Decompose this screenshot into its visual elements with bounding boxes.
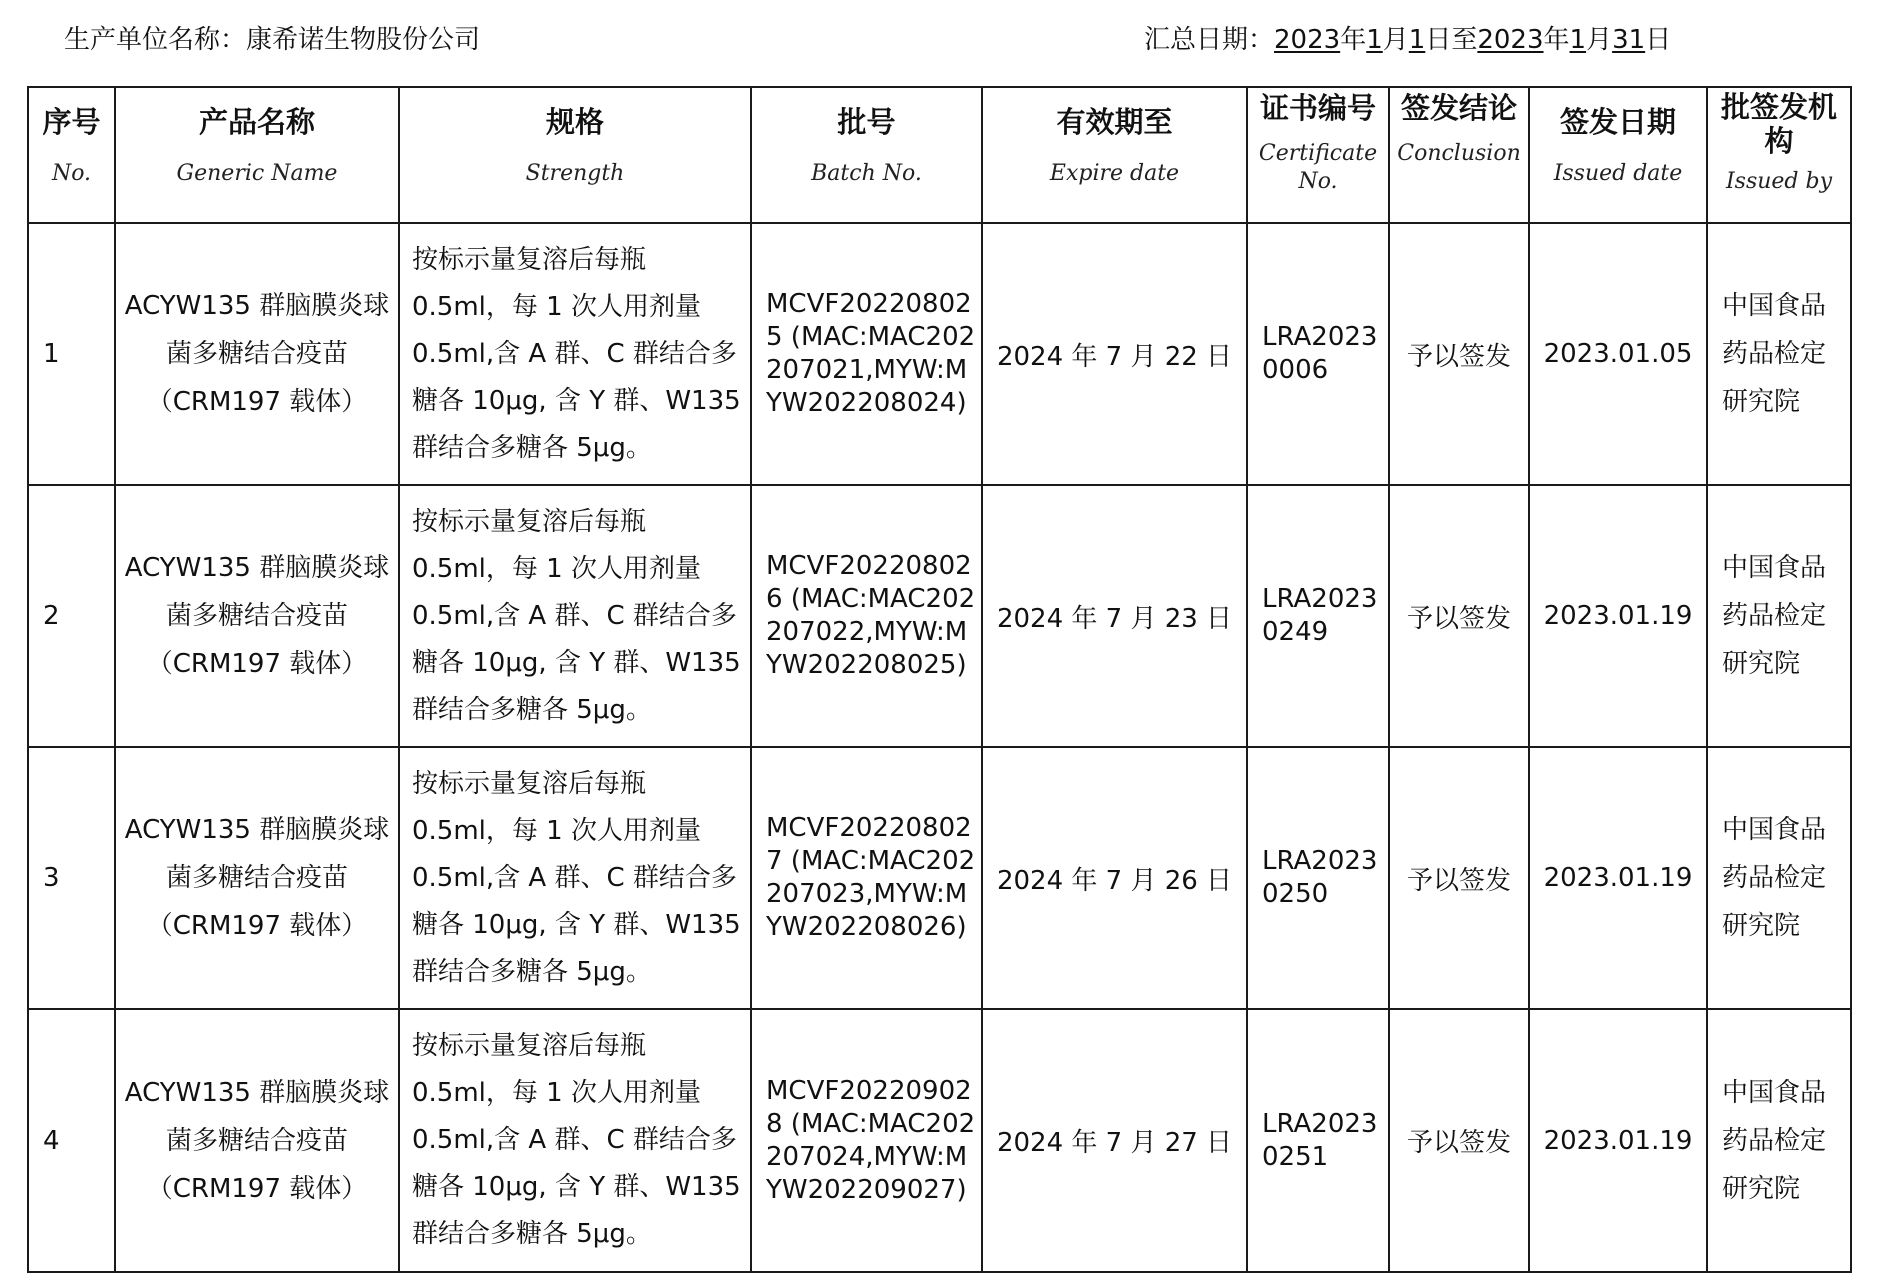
cell-strength: 按标示量复溶后每瓶 0.5ml，每 1 次人用剂量 0.5ml,含 A 群、C 群结合多糖各 10μg, 含 Y 群、W135 群结合多糖各 5μg。 — [399, 1009, 751, 1272]
header-row — [28, 87, 1851, 223]
cell-conclusion: 予以签发 — [1389, 1009, 1529, 1272]
cell-issued-by: 中国食品药品检定研究院 — [1707, 485, 1851, 747]
batch-release-table — [27, 86, 1852, 1273]
summary-date-line — [1144, 20, 1671, 60]
cell-product-name: ACYW135 群脑膜炎球菌多糖结合疫苗（CRM197 载体） — [115, 485, 399, 747]
cell-no: 1 — [28, 223, 115, 485]
cell-issued-date: 2023.01.19 — [1529, 1009, 1707, 1272]
col-header-expire — [982, 87, 1247, 223]
col-header-en: Issued by — [1725, 169, 1833, 194]
start-day: 1 — [1408, 25, 1426, 55]
col-header-issued-by — [1707, 87, 1851, 223]
col-header-en: Batch No. — [811, 161, 922, 186]
month-char: 月 — [1586, 25, 1613, 55]
col-header-en: Generic Name — [176, 161, 338, 186]
table-row — [28, 223, 1851, 485]
summary-date-label: 汇总日期： — [1144, 25, 1275, 55]
cell-issued-by: 中国食品药品检定研究院 — [1707, 747, 1851, 1009]
cell-conclusion: 予以签发 — [1389, 223, 1529, 485]
col-header-cn: 序号 — [42, 105, 101, 139]
cell-product-name: ACYW135 群脑膜炎球菌多糖结合疫苗（CRM197 载体） — [115, 747, 399, 1009]
to-char: 至 — [1451, 25, 1478, 55]
col-header-name — [115, 87, 399, 223]
cell-no: 3 — [28, 747, 115, 1009]
start-year: 2023 — [1274, 25, 1341, 55]
col-header-en: Strength — [525, 161, 625, 186]
year-char: 年 — [1543, 25, 1570, 55]
year-char: 年 — [1340, 25, 1367, 55]
col-header-issued-date — [1529, 87, 1707, 223]
col-header-en: Conclusion — [1397, 141, 1521, 166]
start-month: 1 — [1366, 25, 1383, 55]
col-header-en: Expire date — [1049, 161, 1180, 186]
cell-expire-date: 2024 年 7 月 22 日 — [982, 223, 1247, 485]
cell-certificate-no: LRA20230006 — [1247, 223, 1389, 485]
table-row — [28, 1009, 1851, 1272]
cell-no: 2 — [28, 485, 115, 747]
manufacturer-line — [64, 20, 480, 60]
cell-strength: 按标示量复溶后每瓶 0.5ml，每 1 次人用剂量 0.5ml,含 A 群、C 群结合多糖各 10μg, 含 Y 群、W135 群结合多糖各 5μg。 — [399, 747, 751, 1009]
table-row — [28, 747, 1851, 1009]
cell-strength: 按标示量复溶后每瓶 0.5ml，每 1 次人用剂量 0.5ml,含 A 群、C 群结合多糖各 10μg, 含 Y 群、W135 群结合多糖各 5μg。 — [399, 223, 751, 485]
cell-product-name: ACYW135 群脑膜炎球菌多糖结合疫苗（CRM197 载体） — [115, 223, 399, 485]
manufacturer-name: 康希诺生物股份公司 — [246, 25, 481, 55]
cell-no: 4 — [28, 1009, 115, 1272]
col-header-cn: 产品名称 — [198, 105, 315, 139]
cell-batch-no: MCVF202209028 (MAC:MAC202207024,MYW:MYW202209027) — [751, 1009, 982, 1272]
col-header-en: Certificate No. — [1258, 141, 1378, 194]
col-header-cn: 证书编号 — [1259, 91, 1376, 125]
cell-batch-no: MCVF202208027 (MAC:MAC202207023,MYW:MYW202208026) — [751, 747, 982, 1009]
cell-product-name: ACYW135 群脑膜炎球菌多糖结合疫苗（CRM197 载体） — [115, 1009, 399, 1272]
col-header-cn: 批号 — [837, 105, 896, 139]
cell-expire-date: 2024 年 7 月 26 日 — [982, 747, 1247, 1009]
col-header-cn: 规格 — [545, 105, 604, 139]
cell-conclusion: 予以签发 — [1389, 747, 1529, 1009]
manufacturer-label: 生产单位名称： — [64, 25, 247, 55]
table-row — [28, 485, 1851, 747]
cell-batch-no: MCVF202208025 (MAC:MAC202207021,MYW:MYW202208024) — [751, 223, 982, 485]
cell-conclusion: 予以签发 — [1389, 485, 1529, 747]
cell-expire-date: 2024 年 7 月 27 日 — [982, 1009, 1247, 1272]
cell-certificate-no: LRA20230250 — [1247, 747, 1389, 1009]
cell-certificate-no: LRA20230249 — [1247, 485, 1389, 747]
col-header-cn: 有效期至 — [1056, 105, 1173, 139]
col-header-cn: 签发日期 — [1559, 105, 1676, 139]
cell-certificate-no: LRA20230251 — [1247, 1009, 1389, 1272]
col-header-cert — [1247, 87, 1389, 223]
col-header-conclusion — [1389, 87, 1529, 223]
end-day: 31 — [1612, 25, 1646, 55]
col-header-en: No. — [51, 161, 92, 186]
cell-issued-by: 中国食品药品检定研究院 — [1707, 223, 1851, 485]
col-header-strength — [399, 87, 751, 223]
col-header-batch — [751, 87, 982, 223]
cell-batch-no: MCVF202208026 (MAC:MAC202207022,MYW:MYW202208025) — [751, 485, 982, 747]
cell-issued-date: 2023.01.19 — [1529, 747, 1707, 1009]
col-header-no — [28, 87, 115, 223]
col-header-cn: 签发结论 — [1400, 91, 1517, 125]
cell-expire-date: 2024 年 7 月 23 日 — [982, 485, 1247, 747]
cell-issued-date: 2023.01.05 — [1529, 223, 1707, 485]
end-year: 2023 — [1477, 25, 1544, 55]
day-char: 日 — [1645, 25, 1672, 55]
cell-issued-by: 中国食品药品检定研究院 — [1707, 1009, 1851, 1272]
col-header-cn: 批签发机构 — [1720, 90, 1837, 158]
cell-strength: 按标示量复溶后每瓶 0.5ml，每 1 次人用剂量 0.5ml,含 A 群、C 群结合多糖各 10μg, 含 Y 群、W135 群结合多糖各 5μg。 — [399, 485, 751, 747]
col-header-en: Issued date — [1553, 161, 1683, 186]
month-char: 月 — [1382, 25, 1409, 55]
day-char: 日 — [1425, 25, 1452, 55]
end-month: 1 — [1569, 25, 1587, 55]
cell-issued-date: 2023.01.19 — [1529, 485, 1707, 747]
